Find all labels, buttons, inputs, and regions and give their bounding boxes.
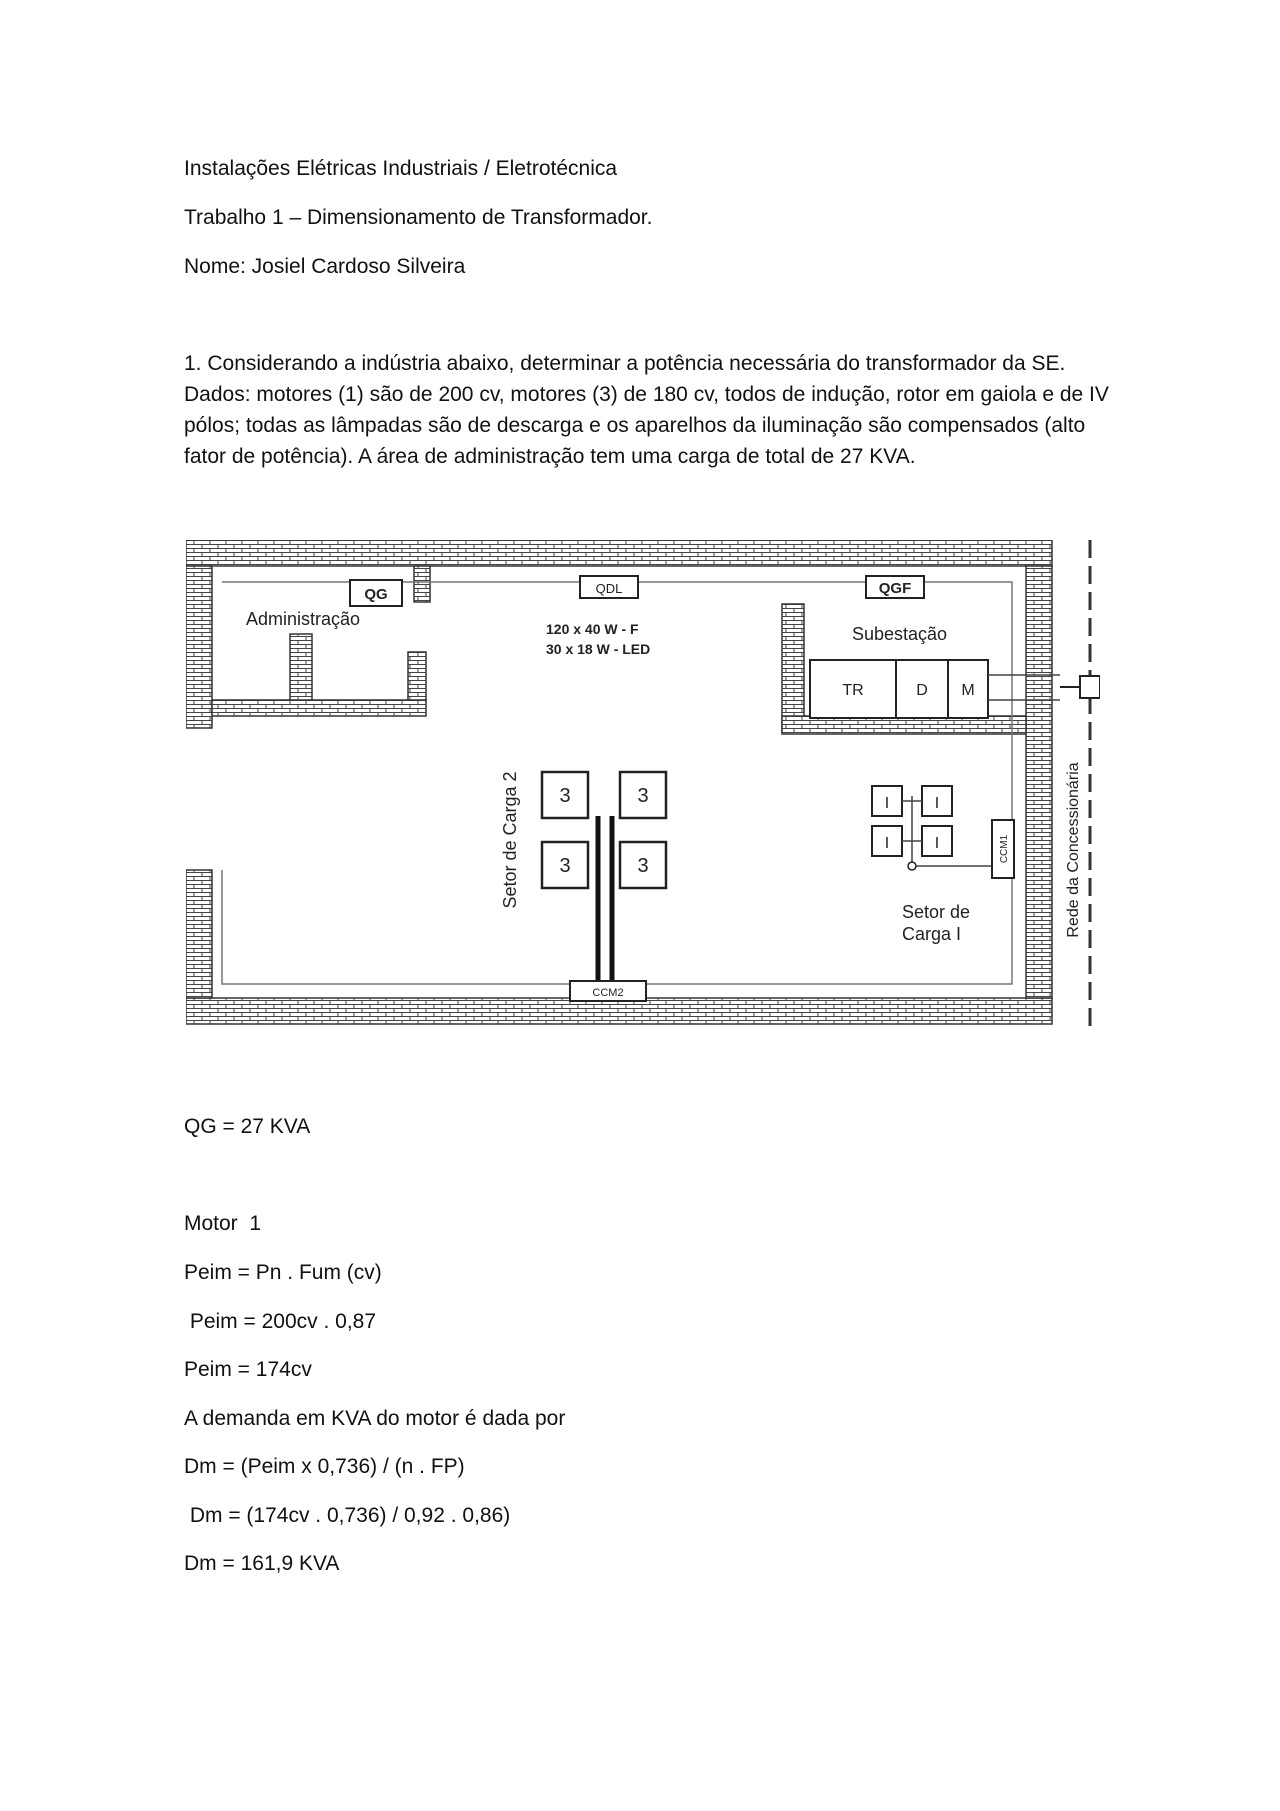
setor-1-line-2: Carga I [902, 924, 962, 944]
admin-wall-stub-right [408, 652, 426, 700]
qdl-label: QDL [595, 581, 623, 596]
lighting-line-1: 120 x 40 W - F [546, 621, 639, 637]
qg-label: QG [364, 586, 388, 603]
left-wall-upper [186, 566, 212, 728]
lighting-line-2: 30 x 18 W - LED [546, 641, 651, 657]
admin-wall-top-stub [414, 566, 430, 602]
substation-wall-left [782, 604, 804, 732]
admin-wall-stub-left [290, 634, 312, 700]
qg-result: QG = 27 KVA [184, 1115, 311, 1138]
m-label: M [961, 682, 975, 699]
ccm1-label: CCM1 [999, 834, 1010, 864]
motor-1-d-label: I [934, 835, 940, 852]
right-wall [1026, 566, 1052, 998]
rede-label: Rede da Concessionária [1065, 762, 1082, 938]
step-dm: Dm = (174cv . 0,736) / 0,92 . 0,86) [184, 1504, 511, 1527]
course-title: Instalações Elétricas Industriais / Eletrotécnica [184, 157, 618, 180]
ccm2-label: CCM2 [592, 987, 624, 999]
admin-wall-bottom [212, 700, 426, 716]
motor-3-a-label: 3 [559, 785, 571, 807]
subestacao-label: Subestação [852, 624, 948, 644]
industry-floor-plan [186, 540, 1100, 1030]
student-name: Nome: Josiel Cardoso Silveira [184, 255, 466, 278]
step-peim: Peim = 200cv . 0,87 [184, 1310, 377, 1333]
left-wall-lower [186, 870, 212, 998]
tr-label: TR [842, 682, 864, 699]
assignment-title: Trabalho 1 – Dimensionamento de Transformador. [184, 206, 653, 229]
setor-2-label: Setor de Carga 2 [500, 771, 520, 909]
sector-1-junction [908, 862, 916, 870]
d-label: D [916, 682, 928, 699]
question-paragraph: 1. Considerando a indústria abaixo, determinar a potência necessária do transformador da SE. Dados: motores (1) são de 200 cv, motores (3) de 180 cv, todos de indução, rotor em gaiola e de IV pólos; todas as lâmpadas são de descarga e os aparelhos da iluminação são compensados (alto fator de potência). A área de administração tem uma carga de total de 27 KVA. [184, 352, 1109, 468]
motor-1-a-label: I [884, 795, 890, 812]
motor-1-b-label: I [934, 795, 940, 812]
administracao-label: Administração [246, 609, 361, 629]
utility-connection-box [1080, 676, 1100, 698]
result-dm: Dm = 161,9 KVA [184, 1552, 340, 1575]
motor-3-c-label: 3 [559, 855, 571, 877]
demand-text: A demanda em KVA do motor é dada por [184, 1407, 566, 1430]
top-wall [186, 540, 1052, 566]
qgf-label: QGF [878, 580, 912, 597]
motor-3-b-label: 3 [637, 785, 649, 807]
motor-3-d-label: 3 [637, 855, 649, 877]
result-peim: Peim = 174cv [184, 1358, 312, 1381]
formula-peim: Peim = Pn . Fum (cv) [184, 1261, 382, 1284]
motor-title: Motor 1 [184, 1212, 262, 1235]
motor-1-c-label: I [884, 835, 890, 852]
formula-dm: Dm = (Peim x 0,736) / (n . FP) [184, 1455, 465, 1478]
setor-1-line-1: Setor de [902, 902, 971, 922]
